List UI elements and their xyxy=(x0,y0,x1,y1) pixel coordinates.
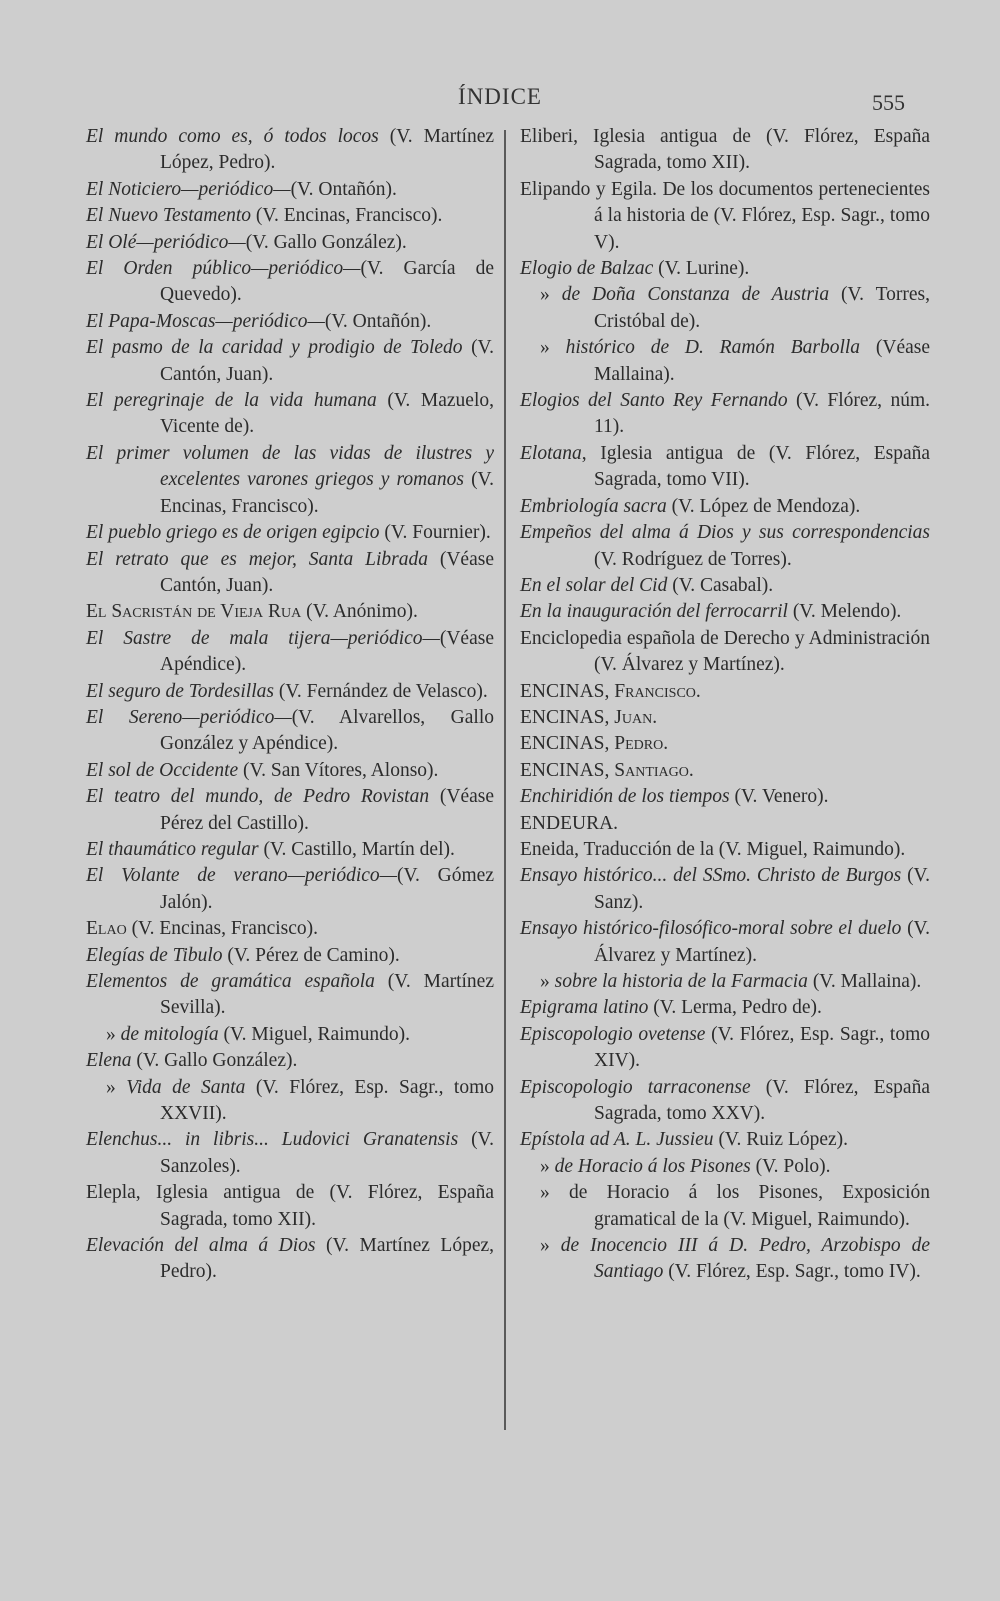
entry-title: de mitología xyxy=(120,1023,219,1045)
entry-title: El pasmo de la caridad y prodigio de Toledo xyxy=(86,337,463,359)
index-entry xyxy=(520,1180,930,1233)
entry-title: El teatro del mundo, de Pedro Rovistan xyxy=(86,786,430,808)
index-entry xyxy=(86,758,494,784)
entry-reference: (V. Mallaina). xyxy=(807,971,922,992)
entry-title: de Horacio á los Pisones xyxy=(554,1155,751,1177)
index-entry xyxy=(86,837,494,863)
entry-reference: (V. Alvarellos, Gallo González y Apéndice). xyxy=(160,706,494,755)
entry-reference: (V. Álvarez y Martínez). xyxy=(594,918,931,966)
index-entry xyxy=(520,811,930,837)
page-number: 555 xyxy=(872,90,905,115)
index-entry xyxy=(86,705,494,758)
entry-reference: (V. Ruiz López). xyxy=(713,1129,849,1151)
entry-reference: (V. Gallo González). xyxy=(245,231,407,253)
index-entry xyxy=(86,388,494,441)
index-entry xyxy=(520,626,930,679)
entry-reference: (V. Sanz). xyxy=(594,865,930,913)
entry-reference: (V. Casabal). xyxy=(667,574,774,596)
entry-reference: » xyxy=(540,971,555,992)
index-entry xyxy=(520,758,930,784)
entry-reference: ENCINAS, xyxy=(520,706,615,728)
entry-title: Empeños del alma á Dios y sus correspondencias xyxy=(520,522,930,544)
entry-title: Elevación del alma á Dios xyxy=(86,1235,316,1257)
entry-reference: (V. Gómez Jalón). xyxy=(160,865,494,913)
entry-title: Ensayo histórico... del SSmo. Christo de Burgos xyxy=(520,865,902,887)
entry-reference: ENCINAS, xyxy=(520,680,615,702)
index-entry xyxy=(86,520,494,546)
entry-author: Santiago xyxy=(614,759,689,781)
entry-reference: (V. Lurine). xyxy=(653,258,750,280)
entry-reference: , Iglesia antigua de (V. Flórez, España Sagrada, tomo VII). xyxy=(581,442,930,491)
entry-title: Elena xyxy=(86,1050,132,1072)
entry-reference: (V. Martínez Sevilla). xyxy=(160,971,494,1019)
index-entry xyxy=(520,494,930,520)
entry-reference: . xyxy=(695,680,701,702)
entry-reference: Elipando y Egila. De los documentos pertenecientes á la historia de (V. Flórez, Esp. Sagr., tomo V). xyxy=(520,178,930,253)
index-column-right xyxy=(520,124,930,1286)
entry-reference: (Véase Pérez del Castillo). xyxy=(160,786,494,834)
entry-title: Elotana xyxy=(520,442,582,464)
entry-reference: (V. Encinas, Francisco). xyxy=(160,469,495,517)
index-column-left xyxy=(86,124,494,1286)
entry-reference: (Véase Mallaina). xyxy=(594,337,930,385)
index-entry xyxy=(86,943,494,969)
entry-reference: ENCINAS, xyxy=(520,733,615,755)
index-entry xyxy=(520,573,930,599)
entry-reference: Eliberi, Iglesia antigua de (V. Flórez, España Sagrada, tomo XII). xyxy=(520,126,930,174)
index-entry xyxy=(86,1127,494,1180)
entry-title: Ensayo histórico-filosófico-moral sobre el duelo xyxy=(520,918,902,940)
entry-reference: (V. Gallo González). xyxy=(131,1050,298,1072)
entry-reference: » de Horacio á los Pisones, Exposición gramatical de la (V. Miguel, Raimundo). xyxy=(540,1182,930,1230)
entry-reference: ENDEURA. xyxy=(520,812,619,834)
entry-title: histórico de D. Ramón Barbolla xyxy=(565,337,861,359)
entry-title: El Olé—periódico— xyxy=(86,231,246,253)
entry-reference: (V. Flórez, Esp. Sagr., tomo XXVII). xyxy=(160,1076,495,1125)
entry-title: El Sereno—periódico— xyxy=(86,706,292,728)
index-entry xyxy=(520,784,930,810)
index-entry xyxy=(86,969,494,1022)
entry-reference: (V. Flórez, Esp. Sagr., tomo IV). xyxy=(663,1261,921,1283)
index-entry xyxy=(86,124,494,177)
entry-title: El peregrinaje de la vida humana xyxy=(86,390,377,412)
entry-reference: (V. Mazuelo, Vicente de). xyxy=(160,390,494,438)
index-entry xyxy=(86,309,494,335)
index-entry xyxy=(520,441,930,494)
entry-reference: Enciclopedia española de Derecho y Administración (V. Álvarez y Martínez). xyxy=(520,627,930,676)
entry-reference: . xyxy=(688,759,694,781)
index-entry xyxy=(520,837,930,863)
index-entry xyxy=(520,731,930,757)
entry-reference: (V. Encinas, Francisco). xyxy=(251,205,443,227)
index-entry xyxy=(86,599,494,625)
entry-reference: (V. Martínez López, Pedro). xyxy=(160,1235,495,1283)
entry-reference: ENCINAS, xyxy=(520,759,615,781)
entry-reference: (V. Torres, Cristóbal de). xyxy=(594,284,930,332)
index-entry xyxy=(86,626,494,679)
index-entry xyxy=(86,784,494,837)
entry-title: En la inauguración del ferrocarril xyxy=(520,601,788,623)
entry-title: El Papa-Moscas—periódico— xyxy=(86,310,325,332)
index-entry xyxy=(520,863,930,916)
entry-reference: (V. Martínez López, Pedro). xyxy=(160,126,495,174)
entry-title: de Inocencio III á D. Pedro, Arzobispo de Santiago xyxy=(560,1235,930,1283)
entry-reference: (V. Miguel, Raimundo). xyxy=(218,1023,411,1045)
index-entry xyxy=(86,230,494,256)
entry-title: Epigrama latino xyxy=(520,997,649,1019)
entry-reference: » xyxy=(540,284,562,306)
entry-reference: » xyxy=(540,1155,555,1177)
entry-reference: (V. López de Mendoza). xyxy=(666,495,861,517)
running-header: ÍNDICE xyxy=(458,84,542,109)
index-entry xyxy=(520,520,930,573)
index-entry xyxy=(86,1075,494,1128)
entry-title: Elogio de Balzac xyxy=(520,258,654,280)
index-entry xyxy=(520,1075,930,1128)
entry-reference: . xyxy=(663,733,669,755)
entry-reference: (V. Encinas, Francisco). xyxy=(126,918,319,940)
entry-title: El thaumático regular xyxy=(86,838,259,860)
index-entry xyxy=(86,1048,494,1074)
entry-title: Elenchus... in libris... Ludovici Granatensis xyxy=(86,1129,459,1151)
index-entry xyxy=(520,705,930,731)
index-entry xyxy=(520,124,930,177)
index-entry xyxy=(520,969,930,995)
entry-reference: (V. Fernández de Velasco). xyxy=(273,680,488,702)
entry-reference: (V. Castillo, Martín del). xyxy=(258,838,455,860)
entry-author: Juan xyxy=(614,706,653,728)
index-entry xyxy=(520,599,930,625)
index-entry xyxy=(86,441,494,520)
entry-reference: . xyxy=(652,706,658,728)
entry-author: El Sacristán de Vieja Rua xyxy=(86,601,302,623)
index-entry xyxy=(520,388,930,441)
index-entry xyxy=(86,916,494,942)
index-entry xyxy=(86,335,494,388)
entry-reference: (V. Ontañón). xyxy=(324,310,432,332)
entry-reference: » xyxy=(540,337,566,359)
index-entry xyxy=(520,1022,930,1075)
entry-reference: (V. Rodríguez de Torres). xyxy=(594,548,792,570)
entry-reference: Elepla, Iglesia antigua de (V. Flórez, España Sagrada, tomo XII). xyxy=(86,1182,494,1230)
entry-reference: (V. Pérez de Camino). xyxy=(222,944,400,966)
index-entry xyxy=(86,1233,494,1286)
entry-title: El primer volumen de las vidas de ilustres y excelentes varones griegos y romanos xyxy=(86,442,494,491)
entry-reference: (Véase Apéndice). xyxy=(160,627,494,676)
entry-reference: (V. Flórez, España Sagrada, tomo XXV). xyxy=(594,1076,930,1125)
entry-title: Vida de Santa xyxy=(126,1076,246,1098)
entry-title: sobre la historia de la Farmacia xyxy=(554,971,808,992)
index-entry xyxy=(86,863,494,916)
index-entry xyxy=(86,177,494,203)
index-entry xyxy=(86,679,494,705)
entry-reference: (V. San Vítores, Alonso). xyxy=(238,759,439,781)
index-entry xyxy=(86,203,494,229)
entry-reference: (Véase Cantón, Juan). xyxy=(160,548,494,596)
entry-title: Elementos de gramática española xyxy=(86,971,375,992)
entry-reference: (V. Anónimo). xyxy=(301,601,418,623)
entry-reference: (V. García de Quevedo). xyxy=(160,258,494,306)
index-entry xyxy=(86,1022,494,1048)
entry-title: Embriología sacra xyxy=(520,495,667,517)
entry-reference: (V. Sanzoles). xyxy=(160,1129,495,1177)
entry-title: En el solar del Cid xyxy=(520,574,668,596)
index-entry xyxy=(86,256,494,309)
entry-title: El Nuevo Testamento xyxy=(86,205,252,227)
entry-title: Episcopologio tarraconense xyxy=(520,1076,751,1098)
entry-reference: (V. Fournier). xyxy=(379,522,491,544)
entry-title: El retrato que es mejor, Santa Librada xyxy=(86,548,428,570)
entry-title: El pueblo griego es de origen egipcio xyxy=(86,522,380,544)
entry-reference: (V. Ontañón). xyxy=(290,178,397,200)
entry-title: El Orden público—periódico— xyxy=(86,258,361,280)
entry-author: Elao xyxy=(86,918,127,940)
entry-title: El mundo como es, ó todos locos xyxy=(86,126,379,147)
index-entry xyxy=(520,282,930,335)
index-entry xyxy=(520,1233,930,1286)
index-entry xyxy=(520,995,930,1021)
entry-title: Episcopologio ovetense xyxy=(520,1023,706,1045)
index-entry xyxy=(520,916,930,969)
entry-title: Elegías de Tibulo xyxy=(86,944,223,966)
index-entry xyxy=(86,547,494,600)
entry-title: Epístola ad A. L. Jussieu xyxy=(520,1129,714,1151)
entry-title: El sol de Occidente xyxy=(86,759,239,781)
entry-title: El Sastre de mala tijera—periódico— xyxy=(86,627,440,649)
entry-reference: » xyxy=(106,1076,127,1098)
entry-title: Elogios del Santo Rey Fernando xyxy=(520,390,788,412)
index-entry xyxy=(520,335,930,388)
entry-title: Enchiridión de los tiempos xyxy=(520,786,730,808)
entry-title: El seguro de Tordesillas xyxy=(86,680,274,702)
index-entry xyxy=(520,1154,930,1180)
index-entry xyxy=(520,1127,930,1153)
entry-reference: (V. Flórez, Esp. Sagr., tomo XIV). xyxy=(594,1023,930,1072)
entry-reference: Eneida, Traducción de la (V. Miguel, Raimundo). xyxy=(520,838,906,860)
entry-reference: » xyxy=(540,1235,561,1257)
column-divider xyxy=(504,130,506,1430)
entry-reference: (V. Venero). xyxy=(729,786,829,808)
entry-reference: (V. Melendo). xyxy=(787,601,902,623)
entry-reference: (V. Lerma, Pedro de). xyxy=(648,997,822,1019)
entry-author: Francisco xyxy=(614,680,696,702)
entry-reference: (V. Flórez, núm. 11). xyxy=(594,390,931,438)
entry-reference: » xyxy=(106,1023,121,1045)
entry-reference: (V. Cantón, Juan). xyxy=(160,337,495,385)
entry-title: de Doña Constanza de Austria xyxy=(561,284,830,306)
entry-title: El Volante de verano—periódico— xyxy=(86,865,397,887)
index-entry xyxy=(520,256,930,282)
index-entry xyxy=(86,1180,494,1233)
entry-title: El Noticiero—periódico— xyxy=(86,178,291,200)
entry-author: Pedro xyxy=(614,733,664,755)
entry-reference: (V. Polo). xyxy=(750,1155,831,1177)
index-entry xyxy=(520,177,930,256)
index-entry xyxy=(520,679,930,705)
